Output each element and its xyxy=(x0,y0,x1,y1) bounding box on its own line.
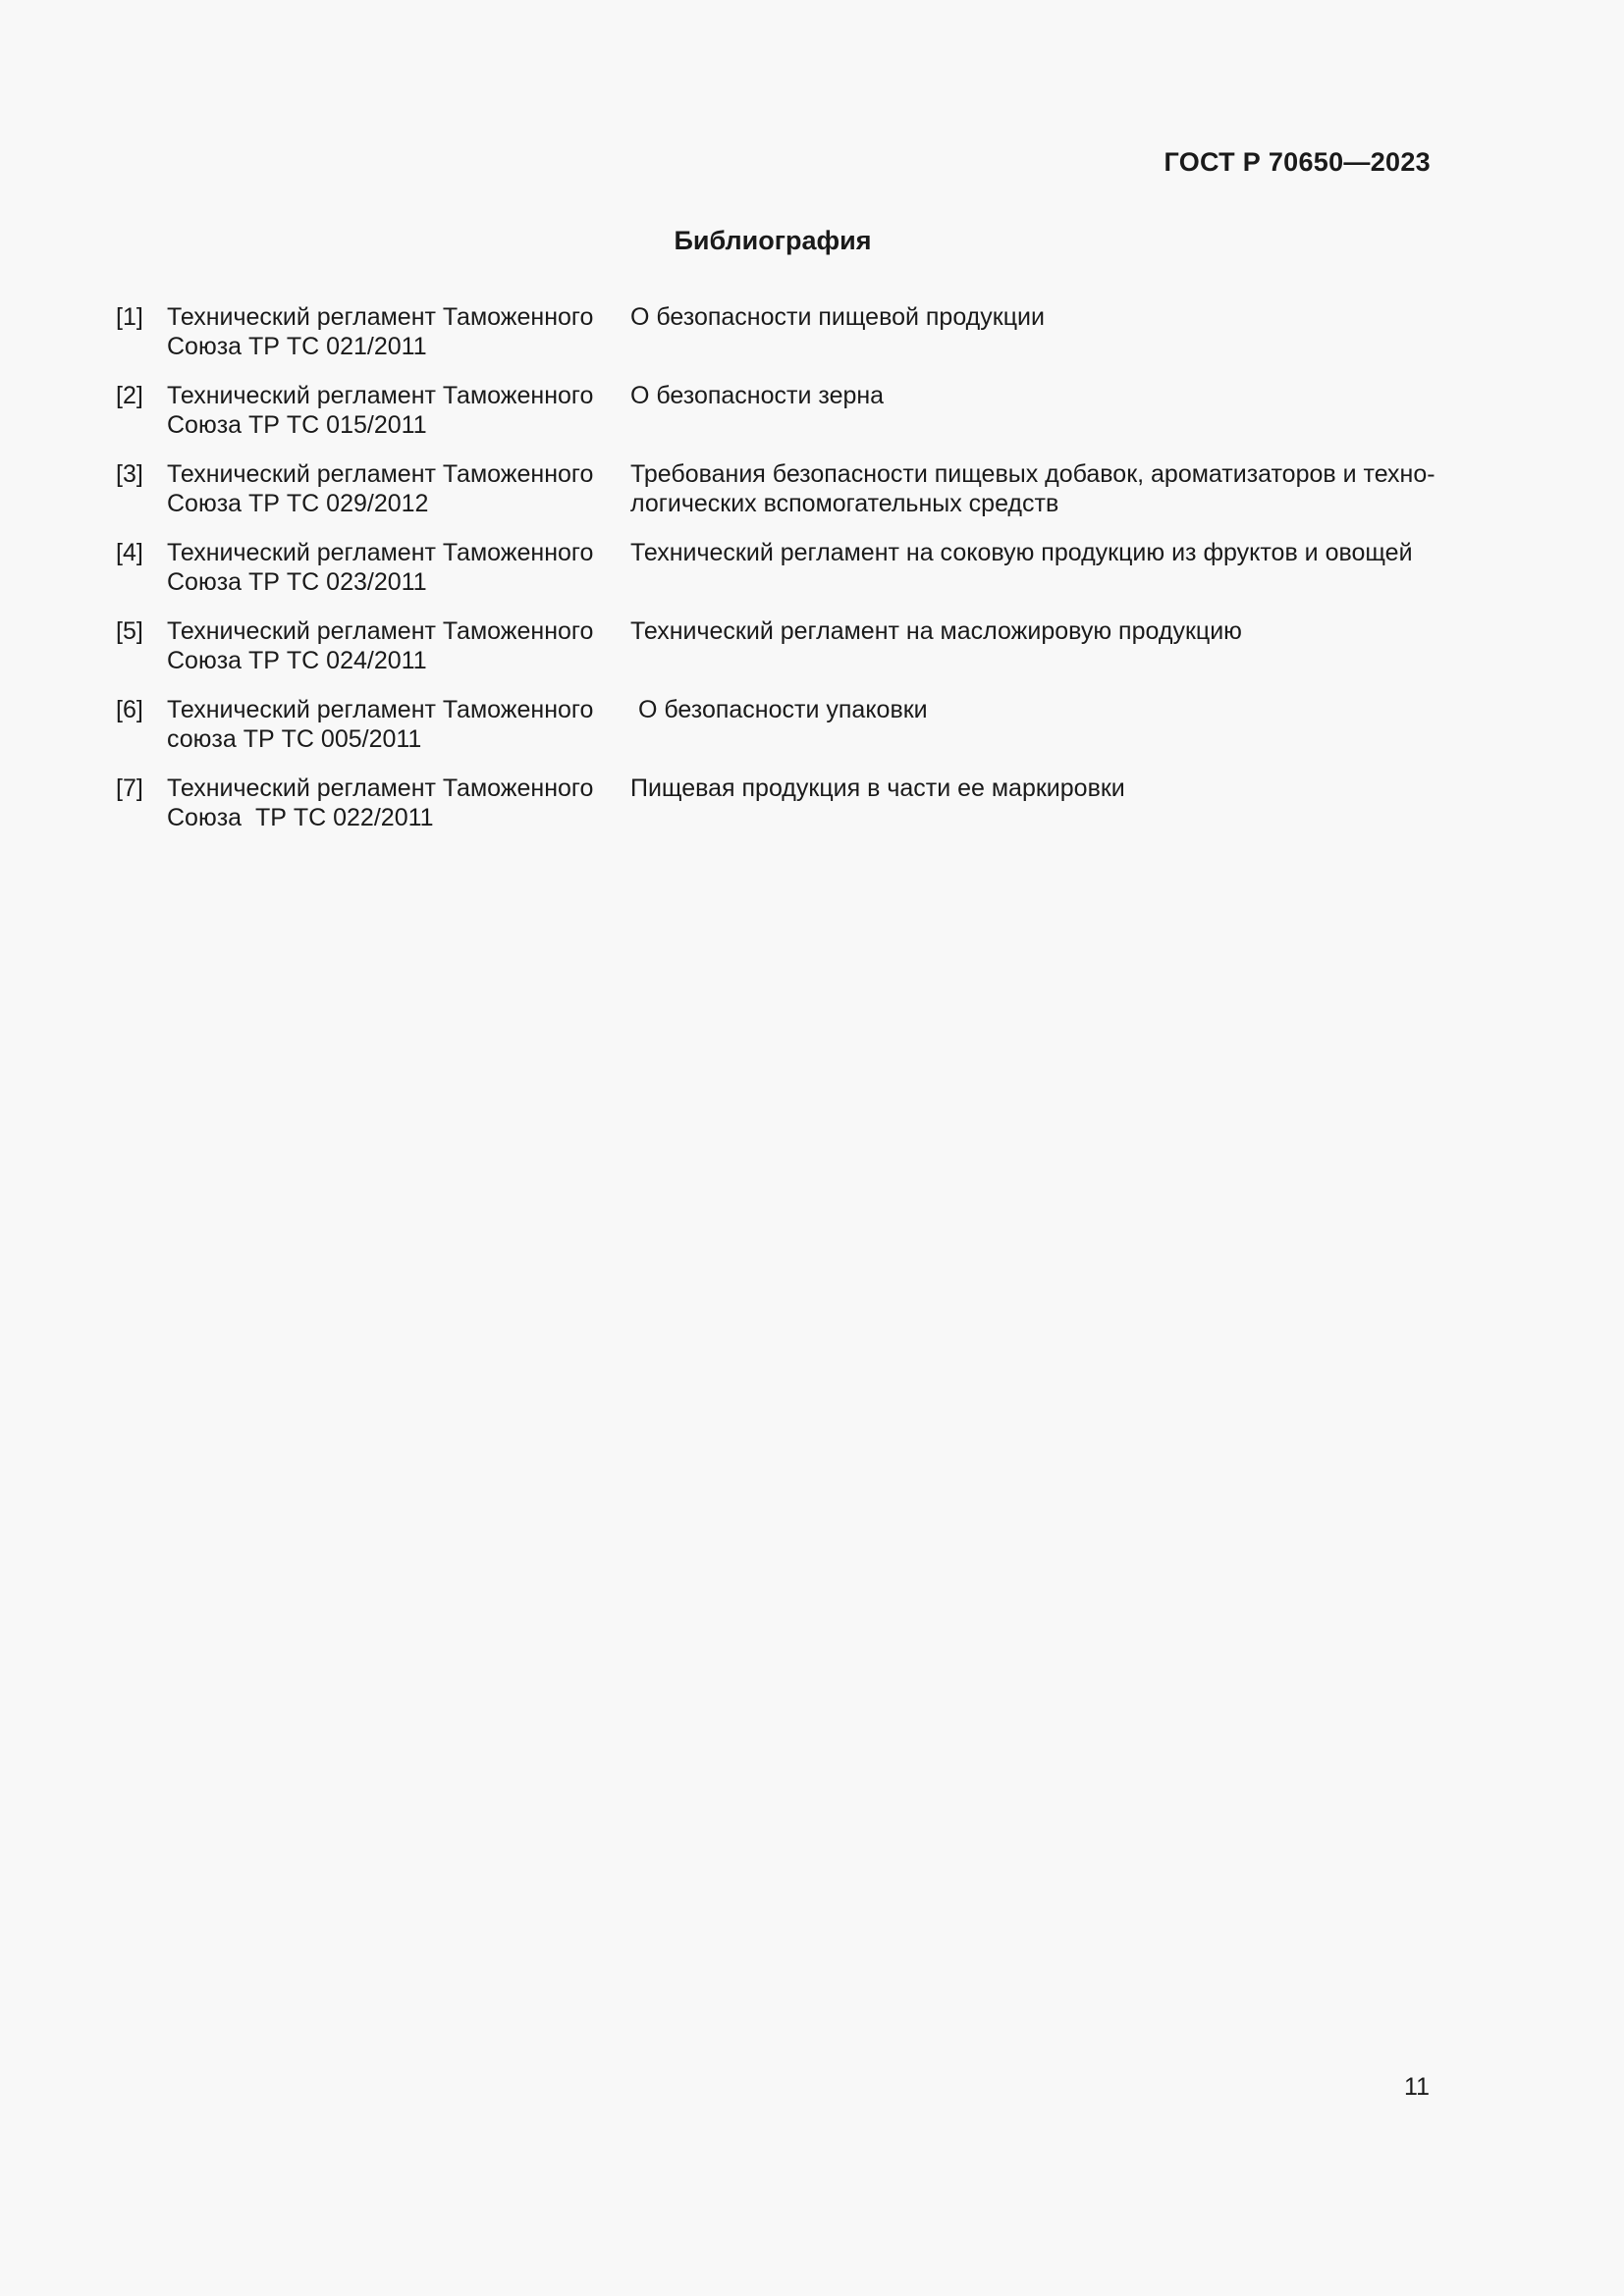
bibliography-entry xyxy=(116,459,1435,538)
entry-document-line: Технический регламент Таможенного xyxy=(167,617,594,645)
entry-document xyxy=(167,695,630,774)
entry-number: [1] xyxy=(116,303,143,331)
entry-description-line: Требования безопасности пищевых добавок, ароматизаторов и техно- xyxy=(630,460,1435,488)
entry-document-line: Технический регламент Таможенного xyxy=(167,774,594,802)
entry-document-line: Технический регламент Таможенного xyxy=(167,696,594,723)
entry-document-line: Союза ТР ТС 022/2011 xyxy=(167,804,434,831)
entry-number: [4] xyxy=(116,539,143,566)
bibliography-list xyxy=(116,302,1435,852)
entry-document-line: Союза ТР ТС 015/2011 xyxy=(167,411,427,439)
entry-description xyxy=(630,616,1432,695)
entry-description-line: Технический регламент на соковую продукцию из фруктов и овощей xyxy=(630,539,1413,566)
bibliography-entry xyxy=(116,381,1432,459)
entry-description-line: О безопасности пищевой продукции xyxy=(630,303,1045,331)
entry-document-line: Союза ТР ТС 023/2011 xyxy=(167,568,427,596)
bibliography-entry xyxy=(116,538,1432,616)
entry-description-line: логических вспомогательных средств xyxy=(630,490,1059,517)
section-title: Библиография xyxy=(674,226,872,255)
page-number: 11 xyxy=(1404,2073,1430,2101)
entry-document-line: Технический регламент Таможенного xyxy=(167,382,594,409)
entry-document-line: Технический регламент Таможенного xyxy=(167,539,594,566)
entry-document-line: Союза ТР ТС 029/2012 xyxy=(167,490,429,517)
entry-description xyxy=(630,459,1435,538)
entry-document-line: Технический регламент Таможенного xyxy=(167,460,594,488)
bibliography-entry xyxy=(116,302,1432,381)
entry-document-line: Технический регламент Таможенного xyxy=(167,303,594,331)
entry-document xyxy=(167,616,630,695)
entry-description-line: О безопасности упаковки xyxy=(638,696,928,723)
entry-document xyxy=(167,774,630,852)
entry-description xyxy=(630,774,1432,852)
entry-number: [3] xyxy=(116,460,143,488)
entry-description xyxy=(630,381,1432,459)
entry-document xyxy=(167,302,630,381)
entry-number: [5] xyxy=(116,617,143,645)
bibliography-entry xyxy=(116,695,1432,774)
entry-document xyxy=(167,538,630,616)
entry-description-line: О безопасности зерна xyxy=(630,382,885,409)
entry-number: [2] xyxy=(116,382,143,409)
entry-number: [6] xyxy=(116,696,143,723)
entry-document-line: союза ТР ТС 005/2011 xyxy=(167,725,422,753)
entry-description-line: Технический регламент на масложировую продукцию xyxy=(630,617,1242,645)
bibliography-entry xyxy=(116,616,1432,695)
entry-document xyxy=(167,459,630,538)
bibliography-entry xyxy=(116,774,1432,852)
document-code: ГОСТ Р 70650—2023 xyxy=(1164,147,1431,177)
entry-description xyxy=(630,302,1432,381)
entry-document xyxy=(167,381,630,459)
entry-document-line: Союза ТР ТС 021/2011 xyxy=(167,333,427,360)
entry-description-line: Пищевая продукция в части ее маркировки xyxy=(630,774,1125,802)
entry-description xyxy=(630,695,1432,774)
entry-document-line: Союза ТР ТС 024/2011 xyxy=(167,647,427,674)
entry-description xyxy=(630,538,1432,616)
entry-number: [7] xyxy=(116,774,143,802)
